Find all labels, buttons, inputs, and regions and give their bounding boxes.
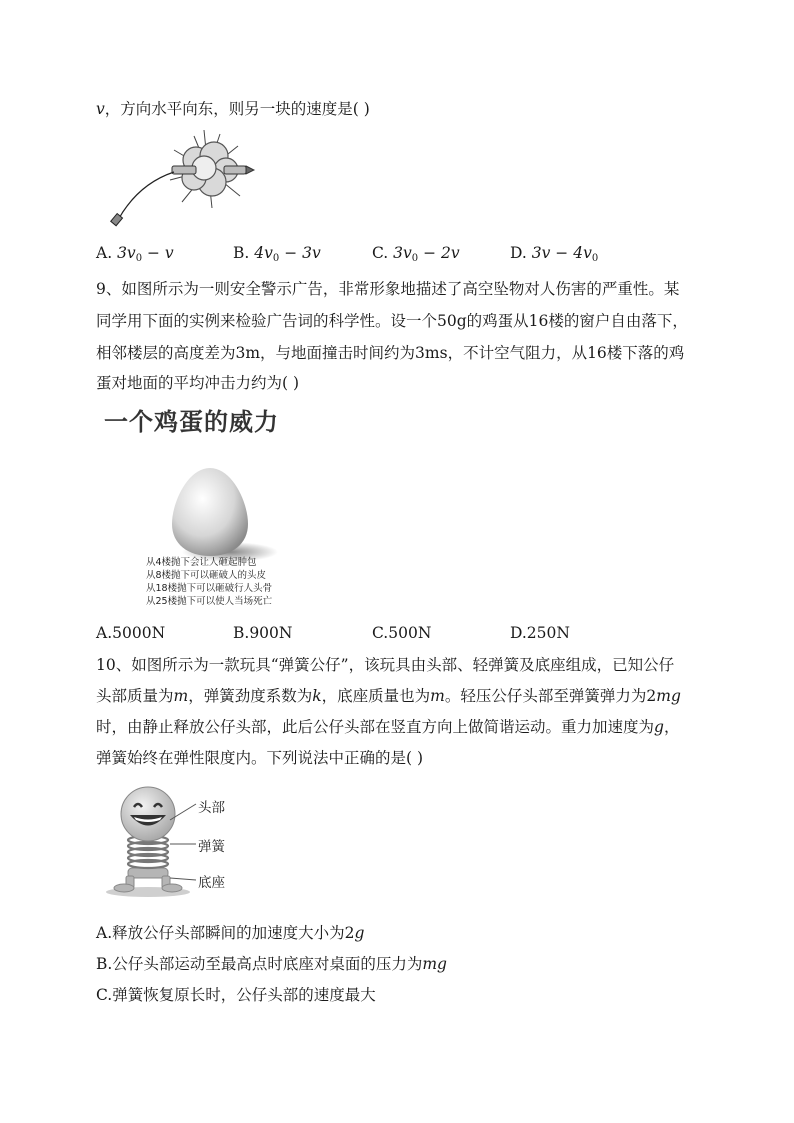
egg-poster-caption — [146, 556, 272, 608]
caption-line-4: 从25楼抛下可以使人当场死亡 — [146, 596, 273, 607]
q10-option-a-text: A.释放公仔头部瞬间的加速度大小为2 — [96, 924, 355, 942]
q10-var-g: g — [654, 718, 664, 736]
q9-stem-line-4: 蛋对地面的平均冲击力约为( ) — [96, 374, 300, 392]
toy-label-spring: 弹簧 — [198, 839, 225, 855]
q8-option-c-sub: 0 — [411, 253, 419, 264]
q10-option-c: C.弹簧恢复原长时，公仔头部的速度最大 — [96, 986, 376, 1004]
caption-line-2: 从8楼抛下可以砸破人的头皮 — [146, 570, 267, 581]
q9-option-b: B.900N — [233, 624, 293, 642]
q8-option-d — [510, 244, 598, 264]
q10-option-a — [96, 921, 364, 943]
q8-option-c-expr-tail: − 2v — [418, 244, 460, 262]
egg-image — [160, 460, 280, 570]
q8-option-b — [233, 244, 321, 264]
q10-line2-part-d: 。轻压公仔头部至弹簧弹力为 — [444, 687, 647, 705]
q10-line2-part-e: 2 — [646, 687, 657, 705]
q9-option-d: D.250N — [510, 624, 570, 642]
q8-option-d-expr: 3v − 4v — [531, 244, 592, 262]
q9-option-a: A.5000N — [96, 624, 166, 642]
q8-option-b-expr-tail: − 3v — [279, 244, 321, 262]
q10-line2-part-c: ，底座质量也为 — [321, 687, 431, 705]
q9-stem-line-3: 相邻楼层的高度差为3m，与地面撞击时间约为3ms，不计空气阻力，从16楼下落的鸡 — [96, 344, 685, 362]
q8-option-a — [96, 244, 174, 264]
caption-line-3: 从18楼抛下可以砸破行人头骨 — [146, 583, 273, 594]
q8-stem-text: ，方向水平向东，则另一块的速度是( ) — [104, 100, 370, 118]
q8-option-d-sub: 0 — [591, 253, 599, 264]
q8-option-d-letter: D. — [510, 244, 527, 262]
q10-option-b-var: mg — [422, 955, 447, 973]
q9-stem-line-1: 9、如图所示为一则安全警示广告，非常形象地描述了高空坠物对人伤害的严重性。某 — [96, 280, 680, 298]
q10-stem-line-3 — [96, 715, 679, 737]
q10-stem-line-1: 10、如图所示为一款玩具“弹簧公仔”，该玩具由头部、轻弹簧及底座组成，已知公仔 — [96, 656, 675, 674]
q8-option-a-expr-tail: − v — [142, 244, 174, 262]
q8-option-a-sub: 0 — [135, 253, 143, 264]
q10-option-b-text: B.公仔头部运动至最高点时底座对桌面的压力为 — [96, 955, 423, 973]
q8-option-b-sub: 0 — [272, 253, 280, 264]
q8-stem — [96, 97, 370, 119]
q10-line2-part-b: ，弹簧劲度系数为 — [188, 687, 313, 705]
q8-option-c — [372, 244, 460, 264]
trajectory — [118, 172, 174, 220]
q8-option-b-letter: B. — [233, 244, 250, 262]
q8-option-c-expr: 3v — [393, 244, 412, 262]
q8-stem-var: v — [96, 100, 105, 118]
q10-var-m2: m — [430, 687, 445, 705]
q10-line3-part-b: ， — [663, 718, 680, 736]
q10-option-a-var: g — [354, 924, 365, 942]
q8-option-b-expr: 4v — [254, 244, 273, 262]
q8-option-c-letter: C. — [372, 244, 389, 262]
egg-poster-title: 一个鸡蛋的威力 — [104, 408, 279, 436]
egg — [172, 468, 248, 556]
q10-var-m: m — [173, 687, 189, 705]
q10-stem-line-4: 弹簧始终在弹性限度内。下列说法中正确的是( ) — [96, 749, 424, 767]
q8-option-a-expr: 3v — [117, 244, 136, 262]
q10-stem-line-2 — [96, 684, 681, 706]
q10-var-k: k — [312, 687, 322, 705]
q9-stem-line-2: 同学用下面的实例来检验广告词的科学性。设一个50g的鸡蛋从16楼的窗户自由落下， — [96, 312, 688, 330]
explosion-figure — [108, 128, 258, 234]
q8-option-a-letter: A. — [96, 244, 113, 262]
q10-line3-part-a: 时，由静止释放公仔头部，此后公仔头部在竖直方向上做简谐运动。重力加速度为 — [96, 718, 655, 736]
toy-label-head: 头部 — [198, 800, 225, 816]
q10-line2-part-a: 头部质量为 — [96, 687, 174, 705]
q10-option-b — [96, 952, 447, 974]
toy-label-base: 底座 — [198, 875, 225, 891]
q10-var-mg: mg — [656, 687, 681, 705]
toy-head — [121, 787, 175, 841]
caption-line-1: 从4楼抛下会让人砸起肿包 — [146, 557, 257, 568]
q9-option-c: C.500N — [372, 624, 432, 642]
